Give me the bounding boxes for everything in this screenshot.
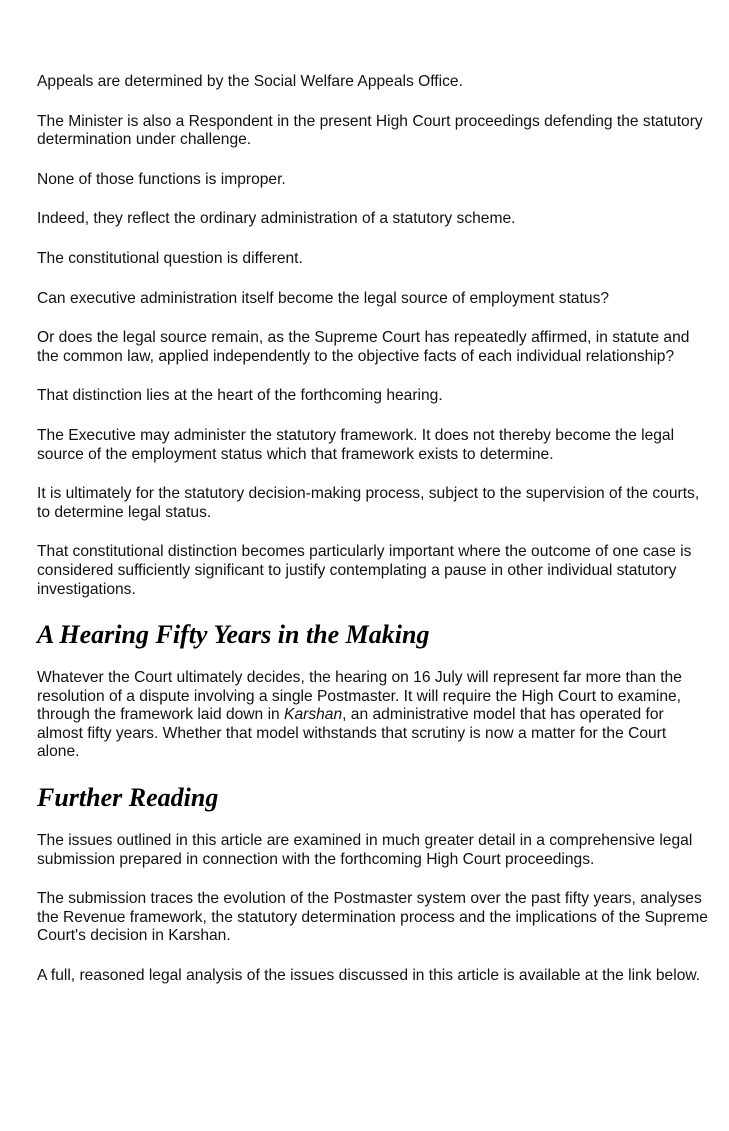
paragraph-submission-traces: The submission traces the evolution of the Postmaster system over the past fifty years, analyses the Revenue framework, the statutory determination process and the implications of the Supreme Court's decision in Karshan. — [37, 890, 708, 945]
paragraph-constitutional-question: The constitutional question is different. — [37, 249, 303, 267]
paragraph-constitutional-distinction: That constitutional distinction becomes particularly important where the outcome of one case is considered sufficiently significant to justify contemplating a pause in other individual statutory investigations. — [37, 543, 692, 598]
paragraph-decision-making-process: It is ultimately for the statutory decision-making process, subject to the supervision of the courts, to determine legal status. — [37, 485, 700, 521]
section-heading-hearing: A Hearing Fifty Years in the Making — [37, 620, 430, 650]
paragraph-executive-administers: The Executive may administer the statutory framework. It does not thereby become the legal source of the employment status which that framework exists to determine. — [37, 426, 675, 463]
section-heading-further-reading: Further Reading — [37, 783, 219, 813]
paragraph-minister-respondent: The Minister is also a Respondent in the present High Court proceedings defending the statutory determination under challenge. — [37, 112, 703, 149]
paragraph-issues-outlined: The issues outlined in this article are examined in much greater detail in a comprehensive legal submission prepared in connection with the forthcoming High Court proceedings. — [37, 832, 693, 868]
paragraph-hearing-summary — [37, 669, 713, 762]
paragraph-full-analysis: A full, reasoned legal analysis of the issues discussed in this article is available at the link below. — [37, 967, 701, 985]
case-name-karshan: Karshan — [284, 706, 343, 724]
article-body — [37, 73, 713, 1007]
paragraph-heart-of-hearing: That distinction lies at the heart of the forthcoming hearing. — [37, 387, 443, 405]
paragraph-appeals-office: Appeals are determined by the Social Welfare Appeals Office. — [37, 73, 463, 90]
paragraph-functions-not-improper: None of those functions is improper. — [37, 170, 286, 188]
paragraph-legal-source-question: Or does the legal source remain, as the Supreme Court has repeatedly affirmed, in statute and the common law, applied independently to the objective facts of each individual relationship? — [37, 329, 690, 365]
paragraph-executive-question: Can executive administration itself become the legal source of employment status? — [37, 289, 610, 307]
hearing-text-after: , an administrative model that has operated for almost fifty years. Whether that model withstands that scrutiny is now a matter for the Court alone. — [37, 706, 667, 761]
paragraph-ordinary-administration: Indeed, they reflect the ordinary administration of a statutory scheme. — [37, 210, 516, 228]
hearing-text-before: Whatever the Court ultimately decides, the hearing on 16 July will represent far more than the resolution of a dispute involving a single Postmaster. It will require the High Court to examine, through the framework laid down in — [37, 669, 682, 724]
